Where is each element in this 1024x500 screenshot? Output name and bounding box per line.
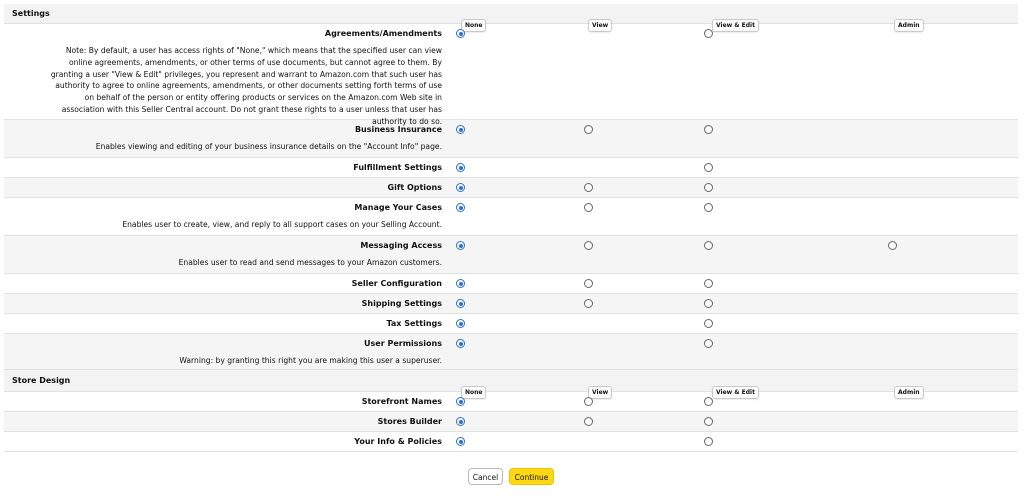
radio-view-edit[interactable]: [704, 299, 713, 308]
radio-view-edit[interactable]: [704, 437, 713, 446]
section-title: Store Design: [12, 376, 71, 385]
radio-view[interactable]: [584, 417, 593, 426]
permissions-table: [4, 4, 1018, 452]
permission-description: Note: By default, a user has access rights of "None," which means that the specified user can view online agreements, amendments, or other terms of use documents, but cannot agree to them. By granting a user "View & Edit" privileges, you represent and warrant to Amazon.com that such user has authority to agree to online agreements, amendments, or other documents setting forth terms of use on behalf of the person or entity offering products or services on the Amazon.com Web site in association with this Seller Central account. Do not grant these rights to a user unless that user has authority to do so.: [50, 46, 442, 126]
permission-name: Manage Your Cases: [354, 203, 442, 212]
radio-view[interactable]: [584, 279, 593, 288]
radio-view-edit[interactable]: [704, 319, 713, 328]
permission-name: Seller Configuration: [351, 279, 442, 288]
permission-name: Your Info & Policies: [354, 437, 442, 446]
radio-none[interactable]: [456, 299, 465, 308]
radio-none[interactable]: [456, 125, 465, 134]
permission-name: Agreements/Amendments: [324, 29, 442, 38]
permission-row-gift-options: [4, 178, 1018, 198]
permission-row-storefront-names: [4, 392, 1018, 412]
radio-view-edit[interactable]: [704, 339, 713, 348]
permission-row-shipping-settings: [4, 294, 1018, 314]
radio-view[interactable]: [584, 183, 593, 192]
header-view-button[interactable]: View: [588, 19, 612, 32]
permission-row-fulfillment-settings: [4, 158, 1018, 178]
radio-view-edit[interactable]: [704, 241, 713, 250]
section-header-settings: [4, 4, 1018, 29]
permission-row-seller-configuration: [4, 274, 1018, 294]
radio-none[interactable]: [456, 183, 465, 192]
radio-view[interactable]: [584, 299, 593, 308]
header-none-button[interactable]: None: [461, 19, 486, 32]
permission-row-tax-settings: [4, 314, 1018, 334]
radio-view-edit[interactable]: [704, 279, 713, 288]
permission-row-your-info-policies: [4, 432, 1018, 452]
radio-none[interactable]: [456, 397, 465, 406]
radio-none[interactable]: [456, 203, 465, 212]
header-view-edit-button[interactable]: View & Edit: [712, 19, 759, 32]
header-admin-button[interactable]: Admin: [894, 386, 924, 399]
radio-view-edit[interactable]: [704, 203, 713, 212]
header-admin-button[interactable]: Admin: [894, 19, 924, 32]
header-none-button[interactable]: None: [461, 386, 486, 399]
radio-none[interactable]: [456, 437, 465, 446]
radio-none[interactable]: [456, 417, 465, 426]
continue-button[interactable]: Continue: [509, 468, 554, 485]
radio-none[interactable]: [456, 279, 465, 288]
radio-view-edit[interactable]: [704, 29, 713, 38]
permission-name: Messaging Access: [360, 241, 442, 250]
radio-view[interactable]: [584, 397, 593, 406]
header-view-button[interactable]: View: [588, 386, 612, 399]
form-actions: [468, 468, 554, 485]
permission-name: Shipping Settings: [361, 299, 442, 308]
section-title: Settings: [12, 9, 50, 18]
permission-name: Tax Settings: [386, 319, 442, 328]
permission-name: User Permissions: [364, 339, 442, 348]
radio-view-edit[interactable]: [704, 417, 713, 426]
permission-description: Warning: by granting this right you are making this user a superuser.: [179, 356, 442, 365]
radio-view-edit[interactable]: [704, 163, 713, 172]
permission-row-agreements: [4, 24, 1018, 126]
permission-row-messaging-access: [4, 236, 1018, 274]
permission-row-manage-your-cases: [4, 198, 1018, 236]
radio-none[interactable]: [456, 319, 465, 328]
radio-none[interactable]: [456, 29, 465, 38]
radio-none[interactable]: [456, 163, 465, 172]
permission-name: Gift Options: [387, 183, 442, 192]
permission-description: Enables viewing and editing of your business insurance details on the "Account Info" page.: [95, 142, 442, 151]
radio-view[interactable]: [584, 125, 593, 134]
radio-view[interactable]: [584, 241, 593, 250]
permission-name: Stores Builder: [377, 417, 442, 426]
permission-row-stores-builder: [4, 412, 1018, 432]
radio-admin[interactable]: [888, 241, 897, 250]
permission-row-user-permissions: [4, 334, 1018, 370]
permission-name: Storefront Names: [361, 397, 442, 406]
permission-name: Fulfillment Settings: [353, 163, 442, 172]
permission-name: Business Insurance: [354, 125, 442, 134]
section-header-store-design: [4, 370, 1018, 396]
radio-view-edit[interactable]: [704, 183, 713, 192]
header-view-edit-button[interactable]: View & Edit: [712, 386, 759, 399]
radio-none[interactable]: [456, 241, 465, 250]
cancel-button[interactable]: Cancel: [468, 468, 503, 485]
radio-none[interactable]: [456, 339, 465, 348]
radio-view-edit[interactable]: [704, 125, 713, 134]
permission-description: Enables user to read and send messages to your Amazon customers.: [178, 258, 442, 267]
permission-row-business-insurance: [4, 120, 1018, 158]
radio-view[interactable]: [584, 203, 593, 212]
permission-description: Enables user to create, view, and reply to all support cases on your Selling Account.: [122, 220, 442, 229]
radio-view-edit[interactable]: [704, 397, 713, 406]
